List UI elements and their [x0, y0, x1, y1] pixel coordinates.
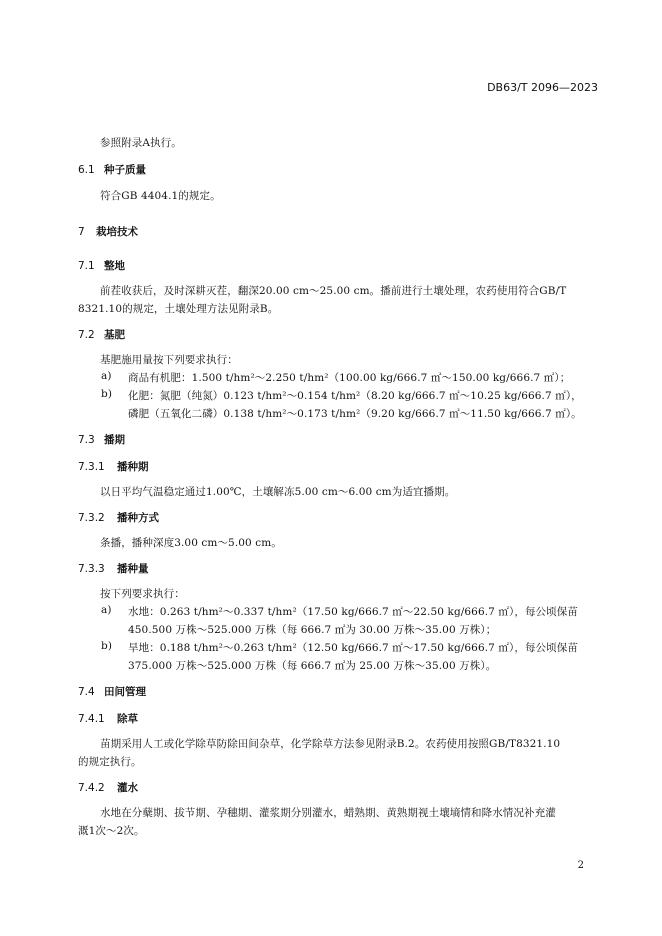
paragraph-7-4-1-line1: 苗期采用人工或化学除草防除田间杂草，化学除草方法参见附录B.2。农药使用按照GB/T8321.10: [100, 738, 561, 750]
paragraph-7-2-lead: 基肥施用量按下列要求执行：: [100, 354, 238, 366]
page-number: 2: [577, 860, 584, 871]
heading-title: 田间管理: [104, 686, 146, 698]
heading-title: 除草: [117, 713, 138, 725]
list-marker-b: b): [101, 388, 113, 400]
list-marker-a: a): [101, 370, 112, 382]
paragraph-6-1: 符合GB 4404.1的规定。: [100, 190, 221, 202]
paragraph-7-4-1-line2: 的规定执行。: [78, 756, 142, 768]
heading-6-1: [78, 162, 146, 177]
heading-7-3-2: [78, 510, 159, 525]
list-marker-b: b): [101, 640, 113, 652]
heading-number: 7.1: [78, 260, 95, 272]
heading-number: 7.4.1: [78, 713, 105, 725]
heading-title: 播种方式: [117, 512, 159, 524]
heading-title: 播期: [104, 434, 125, 446]
heading-7-2: [78, 327, 125, 342]
heading-number: 7.4.2: [78, 782, 105, 794]
heading-title: 种子质量: [104, 164, 146, 176]
document-code: DB63/T 2096—2023: [487, 81, 598, 94]
paragraph-7-4-2-line2: 溉1次～2次。: [78, 825, 145, 837]
heading-7-1: [78, 258, 125, 273]
list-item-b-line1: 旱地：0.188 t/hm²～0.263 t/hm²（12.50 kg/666.7 ㎡～17.50 kg/666.7 ㎡），每公顷保苗: [128, 642, 578, 654]
paragraph-7-3-2: 条播，播种深度3.00 cm～5.00 cm。: [100, 537, 282, 549]
heading-7-4: [78, 684, 146, 699]
heading-number: 7.2: [78, 329, 95, 341]
heading-number: 7.3: [78, 434, 95, 446]
heading-number: 7.3.2: [78, 512, 105, 524]
heading-title: 灌水: [117, 782, 138, 794]
list-item-a-line2: 450.500 万株～525.000 万株（每 666.7 ㎡为 30.00 万株～35.00 万株）；: [128, 624, 497, 636]
paragraph-7-3-1: 以日平均气温稳定通过1.00℃，土壤解冻5.00 cm～6.00 cm为适宜播期。: [100, 486, 456, 498]
heading-number: 7.3.1: [78, 461, 105, 473]
paragraph-7-4-2-line1: 水地在分蘖期、拔节期、孕穗期、灌浆期分别灌水，蜡熟期、黄熟期视土壤墒情和降水情况补充灌: [100, 807, 556, 819]
paragraph-7-1-line2: 8321.10的规定，土壤处理方法见附录B。: [78, 303, 279, 315]
paragraph-7-1-line1: 前茬收获后，及时深耕灭茬，翻深20.00 cm～25.00 cm。播前进行土壤处理，农药使用符合GB/T: [100, 285, 567, 297]
heading-title: 播种量: [117, 563, 149, 575]
list-item-a: 商品有机肥：1.500 t/hm²～2.250 t/hm²（100.00 kg/666.7 ㎡～150.00 kg/666.7 ㎡）；: [128, 372, 571, 384]
heading-title: 栽培技术: [96, 226, 138, 238]
heading-7-4-2: [78, 780, 138, 795]
list-marker-a: a): [101, 604, 112, 616]
heading-title: 播种期: [117, 461, 149, 473]
heading-7-3-3: [78, 561, 149, 576]
heading-number: 7.3.3: [78, 563, 105, 575]
heading-number: 7.4: [78, 686, 95, 698]
list-item-a-line1: 水地：0.263 t/hm²～0.337 t/hm²（17.50 kg/666.7 ㎡～22.50 kg/666.7 ㎡），每公顷保苗: [128, 606, 578, 618]
heading-title: 整地: [104, 260, 125, 272]
heading-7: [78, 224, 138, 239]
paragraph-7-3-3-lead: 按下列要求执行：: [100, 588, 185, 600]
list-item-b-line2: 磷肥（五氧化二磷）0.138 t/hm²～0.173 t/hm²（9.20 kg/666.7 ㎡～11.50 kg/666.7 ㎡）。: [128, 408, 582, 420]
heading-7-3: [78, 432, 125, 447]
heading-number: 7: [78, 226, 85, 238]
heading-title: 基肥: [104, 329, 125, 341]
heading-7-4-1: [78, 711, 138, 726]
list-item-b-line1: 化肥：氮肥（纯氮）0.123 t/hm²～0.154 t/hm²（8.20 kg/666.7 ㎡～10.25 kg/666.7 ㎡），: [128, 390, 582, 402]
heading-number: 6.1: [78, 164, 95, 176]
list-item-b-line2: 375.000 万株～525.000 万株（每 666.7 ㎡为 25.00 万株～35.00 万株）。: [128, 660, 497, 672]
heading-7-3-1: [78, 459, 149, 474]
paragraph-intro: 参照附录A执行。: [100, 137, 182, 149]
